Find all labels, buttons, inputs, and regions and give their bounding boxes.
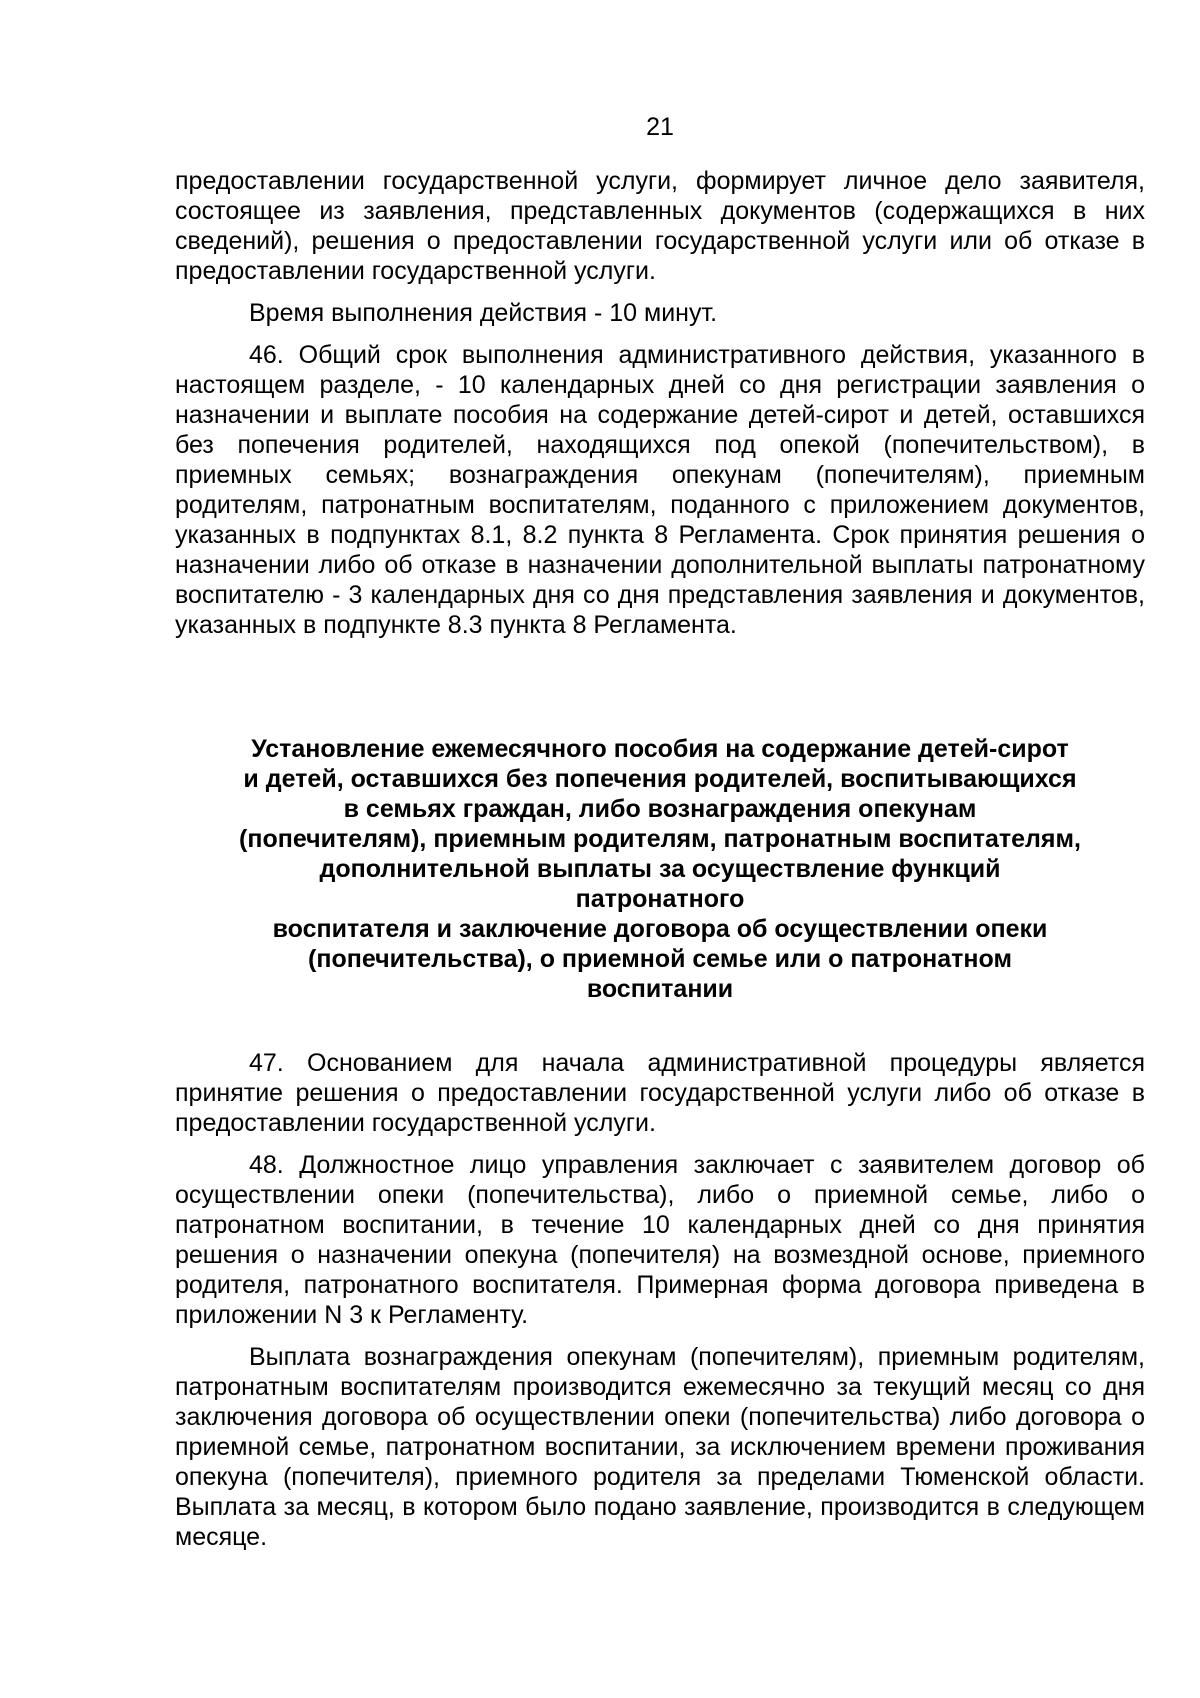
page-number: 21 (646, 113, 674, 141)
heading-line: патронатного (575, 885, 745, 913)
heading-line: дополнительной выплаты за осуществление функций (319, 855, 1001, 883)
heading-line: в семьях граждан, либо вознаграждения опекунам (343, 795, 977, 823)
heading-line: (попечителям), приемным родителям, патронатным воспитателям, (239, 825, 1081, 853)
paragraph-46: 46. Общий срок выполнения административного действия, указанного в настоящем разделе, - 10 календарных дней со дня регистрации заявления о назначении и выплате пособия на содержание детей-сирот и детей, оставшихся без попечения родителей, находящихся под опекой (попечительством), в приемных семьях; вознаграждения опекунам (попечителям), приемным родителям, патронатным воспитателям, поданного с приложением документов, указанных в подпунктах 8.1, 8.2 пункта 8 Регламента. Срок принятия решения о назначении либо об отказе в назначении дополнительной выплаты патронатному воспитателю - 3 календарных дня со дня представления заявления и документов, указанных в подпункте 8.3 пункта 8 Регламента. (175, 341, 1145, 639)
heading-line: Установление ежемесячного пособия на содержание детей-сирот (251, 735, 1069, 763)
heading-line: воспитании (586, 975, 734, 1003)
paragraph-action-time: Время выполнения действия - 10 минут. (249, 299, 718, 327)
paragraph-47: 47. Основанием для начала административной процедуры является принятие решения о предоставлении государственной услуги либо об отказе в предоставлении государственной услуги. (175, 1049, 1145, 1137)
bottom-text-block (175, 1048, 1145, 1564)
paragraph-48: 48. Должностное лицо управления заключает с заявителем договор об осуществлении опеки (попечительства), либо о приемной семье, либо о патронатном воспитании, в течение 10 календарных дней со дня принятия решения о назначении опекуна (попечителя) на возмездной основе, приемного родителя, патронатного воспитателя. Примерная форма договора приведена в приложении N 3 к Регламенту. (175, 1151, 1145, 1329)
paragraph-continuation: предоставлении государственной услуги, формирует личное дело заявителя, состоящее из заявления, представленных документов (содержащихся в них сведений), решения о предоставлении государственной услуги или об отказе в предоставлении государственной услуги. (175, 167, 1145, 285)
heading-line: (попечительства), о приемной семье или о патронатном (308, 945, 1012, 973)
section-heading (175, 734, 1145, 1004)
heading-line: воспитателя и заключение договора об осуществлении опеки (272, 915, 1048, 943)
heading-line: и детей, оставшихся без попечения родителей, воспитывающихся (243, 765, 1077, 793)
top-text-block (175, 166, 1145, 652)
paragraph-payment: Выплата вознаграждения опекунам (попечителям), приемным родителям, патронатным воспитателям производится ежемесячно за текущий месяц со дня заключения договора об осуществлении опеки (попечительства) либо договора о приемной семье, патронатном воспитании, за исключением времени проживания опекуна (попечителя), приемного родителя за пределами Тюменской области. Выплата за месяц, в котором было подано заявление, производится в следующем месяце. (175, 1343, 1145, 1551)
